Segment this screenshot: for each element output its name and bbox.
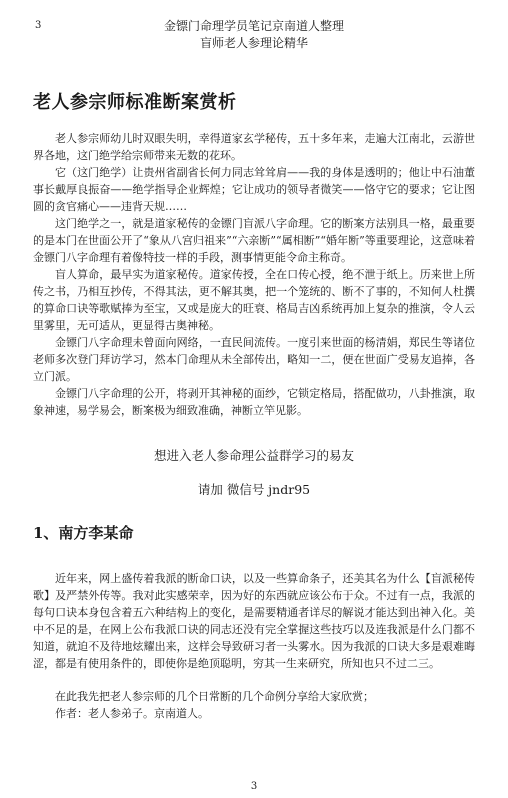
intro-paragraph-4: 盲人算命，最早实为道家秘传。道家传授，全在口传心授，绝不泄于纸上。历来世上所传之书，乃相互抄传，不得其法，更不解其奥，把一个笼统的、断不了事的，不知何人杜撰的算命口诀等歌赋捧为至宝，又或是庞大的旺衰、格局吉凶系统再加上复杂的推演，令人云里雾里，无可适从，更显得古奥神秘。 bbox=[33, 268, 475, 332]
promo-line-1: 想进入老人参命理公益群学习的易友 bbox=[153, 448, 354, 463]
section-paragraph-2: 在此我先把老人参宗师的几个日常断的几个命例分享给大家欣赏； bbox=[55, 690, 374, 703]
footer-page-number: 3 bbox=[250, 781, 258, 792]
section-paragraph-1: 近年来，网上盛传着我派的断命口诀，以及一些算命条子，还美其名为什么【盲派秘传歌】及严禁外传等。我对此实感荣幸，因为好的东西就应该公布于众。不过有一点，我派的每句口诀本身包含着五六种结构上的变化，是需要精通者详尽的解说才能达到出神入化。美中不足的是，在网上公布我派口诀的同志还没有完全掌握这些技巧以及连我派是什么门都不知道，就迫不及待地炫耀出来，这样会导致研习者一头雾水。因为我派的口诀大多是艰难晦涩，都是有使用条件的，即使你是绝顶聪明，穷其一生来研究，所知也只不过二三。 bbox=[33, 572, 475, 670]
intro-paragraph-2: 它（这门绝学）让贵州省副省长何力同志耸耸肩——我的身体是透明的；他让中石油董事长戴厚良振奋——绝学指导企业辉煌；它让成功的领导者微笑——恪守它的要求；它让图圆的贪官痛心——违背天规…… bbox=[33, 166, 475, 213]
page-header bbox=[0, 18, 508, 52]
intro-paragraph-5: 金镖门八字命理未曾面向网络，一直民间流传。一度引来世面的杨清娟，郑民生等诸位老师多次登门拜访学习，然本门命理从未全部传出，略知一二，便在世面广受易友追捧，各立门派。 bbox=[33, 336, 475, 383]
header-line-2: 盲师老人参理论精华 bbox=[199, 36, 308, 50]
section-title: 1、南方李某命 bbox=[33, 524, 134, 542]
intro-paragraph-6: 金镖门八字命理的公开，将剥开其神秘的面纱，它锁定格局，搭配做功，八卦推演，取象神速，易学易会，断案极为细致准确，神断立竿见影。 bbox=[33, 387, 475, 417]
intro-paragraph-1: 老人参宗师幼儿时双眼失明，幸得道家玄学秘传，五十多年来，走遍大江南北，云游世界各地，这门绝学给宗师带来无数的花环。 bbox=[33, 132, 475, 162]
page-title: 老人参宗师标准断案赏析 bbox=[33, 92, 237, 113]
promo-wechat-line: 请加 微信号 jndr95 bbox=[197, 482, 311, 497]
intro-paragraph-3: 这门绝学之一，就是道家秘传的金镖门盲派八字命理。它的断案方法别具一格，最重要的是本门在世面公开了“象从八宫归祖来”“六亲断”“属相断”“婚年断”等重要理论，这意味着金镖门八字命理有着像特技一样的手段，测事情更能令命主称奇。 bbox=[33, 217, 475, 264]
header-page-number: 3 bbox=[35, 20, 42, 31]
header-line-1: 金镖门命理学员笔记京南道人整理 bbox=[163, 19, 344, 33]
section-author-line: 作者：老人参弟子。京南道人。 bbox=[55, 707, 209, 720]
